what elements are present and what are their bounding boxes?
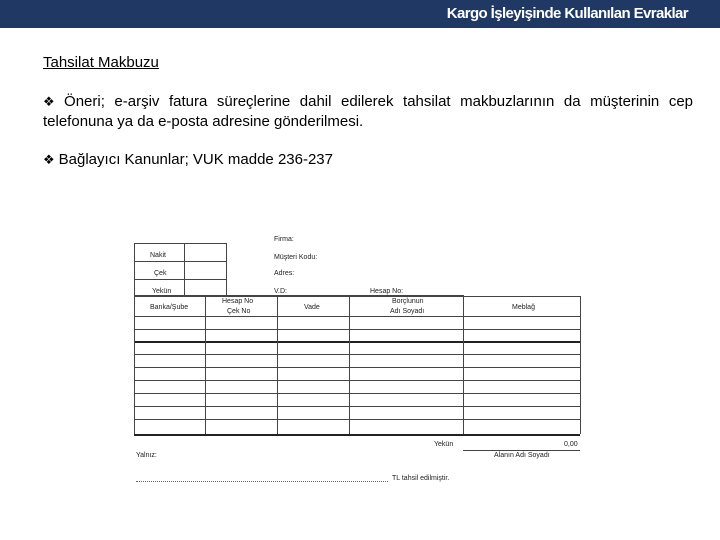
receipt-form-image	[130, 230, 585, 490]
diamond-bullet-icon: ❖	[43, 94, 61, 109]
form-line	[205, 296, 206, 434]
form-label-nakit: Nakit	[150, 252, 166, 259]
bullet-text: Öneri; e-arşiv fatura süreçlerine dahil edilerek tahsilat makbuzlarının da müşterinin cep telefonuna ya da e-posta adresine gönderilmesi.	[43, 93, 693, 130]
form-line	[134, 380, 580, 381]
form-line	[580, 296, 581, 434]
form-header-borclunun: Borçlunun	[392, 298, 424, 305]
form-header-meblag: Meblağ	[512, 304, 535, 311]
form-line	[134, 419, 580, 420]
form-line	[134, 243, 226, 244]
form-line	[463, 296, 464, 434]
bullet-text: Bağlayıcı Kanunlar; VUK madde 236-237	[58, 151, 333, 168]
form-header-hesap-no: Hesap No	[222, 298, 254, 305]
form-label-yekun: Yekün	[152, 288, 172, 295]
form-header-cek-no: Çek No	[227, 308, 251, 315]
form-line	[134, 354, 580, 355]
form-label-musteri-kodu: Müşteri Kodu:	[274, 254, 318, 261]
form-label-cek: Çek	[154, 270, 167, 277]
diamond-bullet-icon: ❖	[43, 152, 55, 167]
form-line	[134, 341, 580, 343]
form-label-firma: Firma:	[274, 236, 294, 243]
form-label-adres: Adres:	[274, 270, 295, 277]
page-title: Kargo İşleyişinde Kullanılan Evraklar	[446, 5, 688, 22]
form-line	[134, 406, 580, 407]
form-line	[134, 316, 580, 317]
form-dotted-line	[136, 481, 388, 482]
form-header-banka-sube: Banka/Şube	[150, 304, 189, 311]
bullet-item-suggestion	[43, 92, 693, 132]
form-line	[134, 243, 135, 295]
form-header-vade: Vade	[304, 304, 320, 311]
form-line	[184, 243, 185, 295]
form-line	[134, 329, 580, 330]
form-line	[134, 393, 580, 394]
form-line	[277, 296, 278, 434]
form-label-yekun-total: Yekün	[434, 441, 454, 448]
form-line	[134, 261, 226, 262]
form-label-alanin: Alanın Adı Soyadı	[494, 452, 550, 459]
form-line	[226, 243, 227, 295]
form-line	[134, 296, 580, 297]
header-bar	[0, 0, 720, 28]
form-label-hesap-no: Hesap No:	[370, 288, 404, 295]
form-line	[349, 296, 350, 434]
form-line	[134, 279, 226, 280]
form-label-vd: V.D:	[274, 288, 287, 295]
form-header-adi-soyadi: Adı Soyadı	[390, 308, 425, 315]
form-line	[134, 296, 135, 434]
form-line	[134, 434, 580, 436]
form-label-yalniz: Yalnız:	[136, 452, 157, 459]
form-label-tahsil: TL tahsil edilmiştir.	[392, 475, 450, 482]
form-value-yekun-total: 0,00	[564, 441, 578, 448]
bullet-item-laws	[43, 150, 693, 170]
form-line	[134, 367, 580, 368]
form-line	[463, 450, 580, 451]
section-heading: Tahsilat Makbuzu	[43, 54, 159, 71]
